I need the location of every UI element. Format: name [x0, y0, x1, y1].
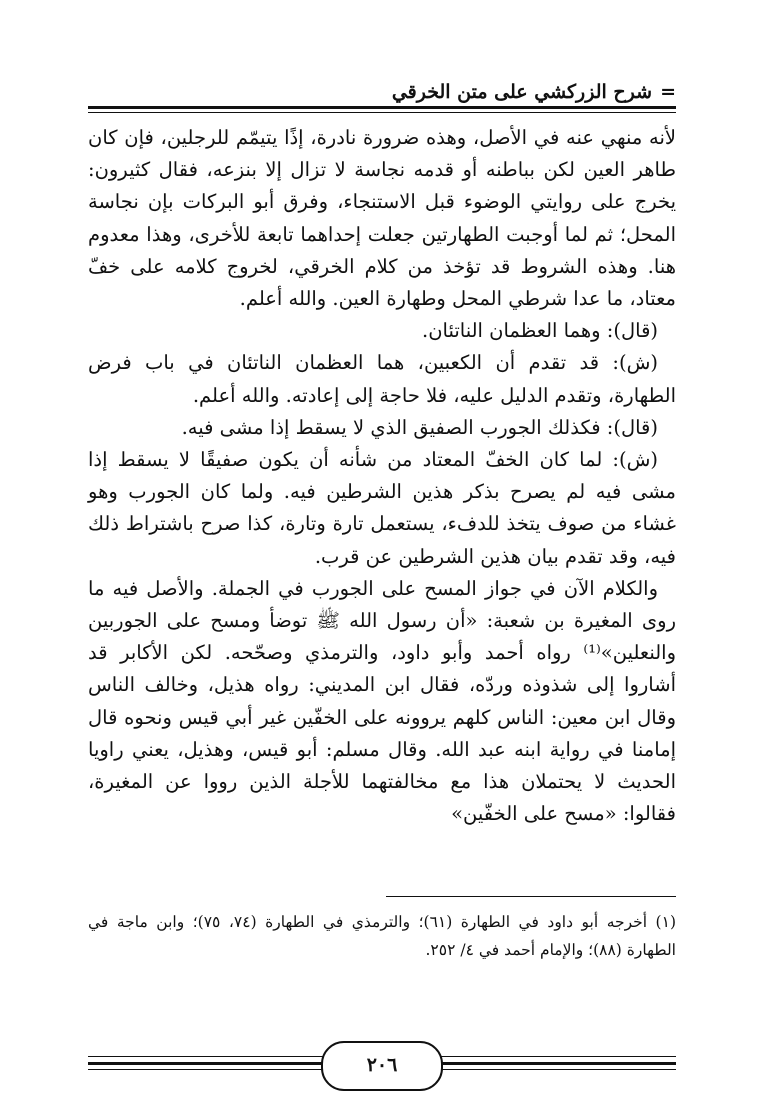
- paragraph: لأنه منهي عنه في الأصل، وهذه ضرورة نادرة، إذًا يتيمّم للرجلين، فإن كان طاهر العين لكن بباطنه أو قدمه نجاسة لا تزال إلا بنزعه، فقال كثيرون: يخرج على روايتي الوضوء قبل الاستنجاء، وفرق أبو البركات بإن نجاسة المحل؛ ثم لما أوجبت الطهارتين جعلت إحداهما تابعة للأخرى، وهذا معدوم هنا. وهذه الشروط قد تؤخذ من كلام الخرقي، لخروج كلامه على خفّ معتاد، ما عدا شرطي المحل وطهارة العين. والله أعلم.: [88, 126, 676, 311]
- paragraph: (ش): قد تقدم أن الكعبين، هما العظمان الناتئان في باب فرض الطهارة، وتقدم الدليل عليه، فلا حاجة إلى إعادته. والله أعلم.: [88, 351, 676, 407]
- page-number: ٢٠٦: [321, 1041, 443, 1091]
- header-mark: =: [660, 81, 676, 103]
- header-title: شرح الزركشي على متن الخرقي: [391, 81, 653, 103]
- paragraph: والكلام الآن في جواز المسح على الجورب في الجملة. والأصل فيه ما روى المغيرة بن شعبة: «أن رسول الله ﷺ توضأ ومسح على الجوربين والنعلين»⁽¹⁾ رواه أحمد وأبو داود، والترمذي وصحّحه. لكن الأكابر قد أشاروا إلى شذوذه وردّه، فقال ابن المديني: رواه هذيل، وخالف الناس وقال ابن معين: الناس كلهم يروونه على الخفّين غير أبي قيس ونحوه قال إمامنا في رواية ابنه عبد الله. وقال مسلم: أبو قيس، وهذيل، يعني راويا الحديث لا يحتملان هذا مع مخالفتهما للأجلة الذين رووا عن المغيرة، فقالوا: «مسح على الخفّين»: [88, 576, 676, 826]
- header-rule-thick: [88, 106, 676, 109]
- footnote-rule: [386, 896, 676, 897]
- paragraph: (قال): وهما العظمان الناتئان.: [422, 319, 658, 343]
- main-text: [88, 122, 676, 830]
- paragraph: (ش): لما كان الخفّ المعتاد من شأنه أن يكون صفيقًا لا يسقط إذا مشى فيه لم يصرح بذكر هذين الشرطين فيه. ولما كان الجورب وهو غشاء من صوف يتخذ للدفء، يستعمل تارة وتارة، كذا صرح باشتراط ذلك فيه، وقد تقدم بيان هذين الشرطين عن قرب.: [88, 448, 676, 568]
- footnote: (١) أخرجه أبو داود في الطهارة (٦١)؛ والترمذي في الطهارة (٧٤، ٧٥)؛ وابن ماجة في الطهارة (٨٨)؛ والإمام أحمد في ٤/ ٢٥٢.: [88, 913, 676, 959]
- header-rule-thin: [88, 112, 676, 113]
- paragraph: (قال): فكذلك الجورب الصفيق الذي لا يسقط إذا مشى فيه.: [181, 415, 658, 439]
- running-header: [88, 80, 676, 104]
